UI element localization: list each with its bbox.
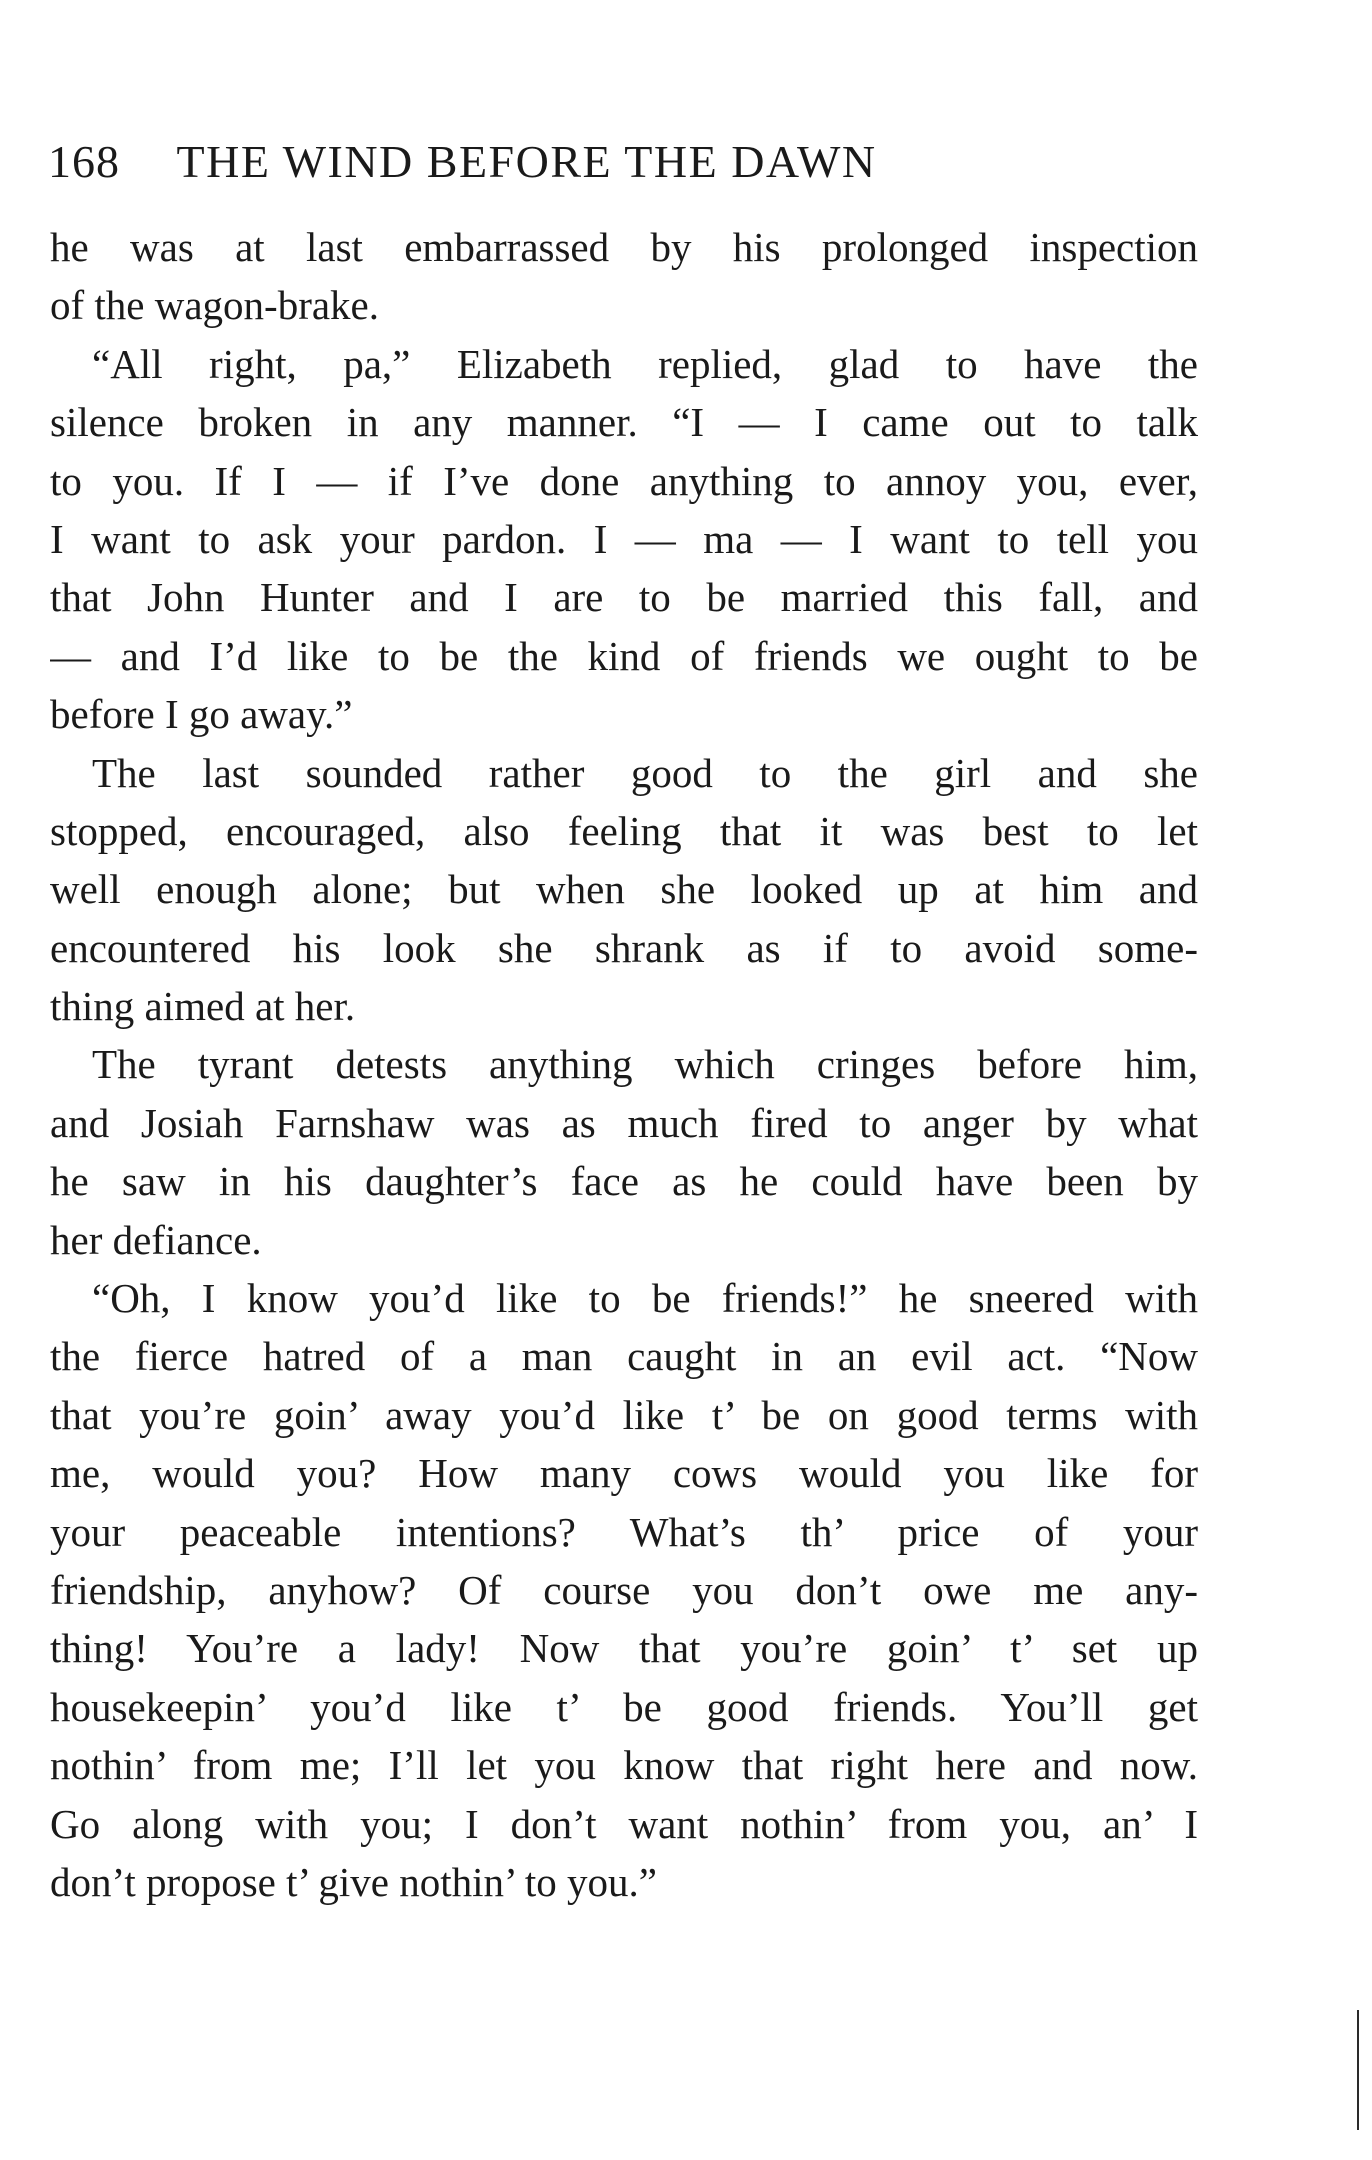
paragraph [50, 1269, 1198, 1911]
running-head [48, 132, 1208, 192]
text-line: and Josiah Farnshaw was as much fired to anger by what [50, 1099, 1198, 1146]
text-line: nothin’ from me; I’ll let you know that right here and now. [50, 1742, 1198, 1789]
text-line: “Oh, I know you’d like to be friends!” he sneered with [92, 1275, 1198, 1322]
text-line: to you. If I — if I’ve done anything to annoy you, ever, [50, 457, 1198, 504]
text-line: The tyrant detests anything which cringes before him, [92, 1041, 1198, 1088]
paragraph [50, 218, 1198, 335]
text-line: your peaceable intentions? What’s th’ price of your [50, 1508, 1198, 1555]
text-line: that John Hunter and I are to be married this fall, and [50, 574, 1198, 621]
page-number: 168 [48, 136, 120, 187]
text-line: that you’re goin’ away you’d like t’ be on good terms with [50, 1391, 1198, 1438]
running-title: THE WIND BEFORE THE DAWN [176, 136, 877, 187]
text-line: encountered his look she shrank as if to avoid some- [50, 924, 1198, 971]
text-line: The last sounded rather good to the girl and she [92, 749, 1198, 796]
body-text [50, 218, 1198, 1911]
text-line: thing! You’re a lady! Now that you’re goin’ t’ set up [50, 1625, 1198, 1672]
text-line: of the wagon-brake. [50, 282, 380, 329]
text-line: stopped, encouraged, also feeling that it was best to let [50, 807, 1198, 854]
text-line: “All right, pa,” Elizabeth replied, glad to have the [92, 340, 1198, 387]
text-line: before I go away.” [50, 691, 353, 738]
paragraph [50, 335, 1198, 744]
text-line: her defiance. [50, 1216, 262, 1263]
paragraph [50, 744, 1198, 1036]
text-line: — and I’d like to be the kind of friends we ought to be [50, 632, 1198, 679]
text-line: well enough alone; but when she looked up at him and [50, 866, 1198, 913]
text-line: thing aimed at her. [50, 983, 356, 1030]
text-line: don’t propose t’ give nothin’ to you.” [50, 1858, 657, 1905]
text-line: friendship, anyhow? Of course you don’t owe me any- [50, 1566, 1198, 1613]
text-line: I want to ask your pardon. I — ma — I want to tell you [50, 515, 1198, 562]
text-line: he was at last embarrassed by his prolonged inspection [50, 224, 1198, 270]
text-line: me, would you? How many cows would you like for [50, 1450, 1198, 1497]
text-line: Go along with you; I don’t want nothin’ from you, an’ I [50, 1800, 1198, 1847]
text-line: housekeepin’ you’d like t’ be good friends. You’ll get [50, 1683, 1198, 1730]
text-line: silence broken in any manner. “I — I came out to talk [50, 399, 1198, 446]
page-edge-mark [1357, 2010, 1359, 2130]
text-line: the fierce hatred of a man caught in an evil act. “Now [50, 1333, 1198, 1380]
paragraph [50, 1035, 1198, 1269]
text-line: he saw in his daughter’s face as he could have been by [50, 1158, 1198, 1205]
